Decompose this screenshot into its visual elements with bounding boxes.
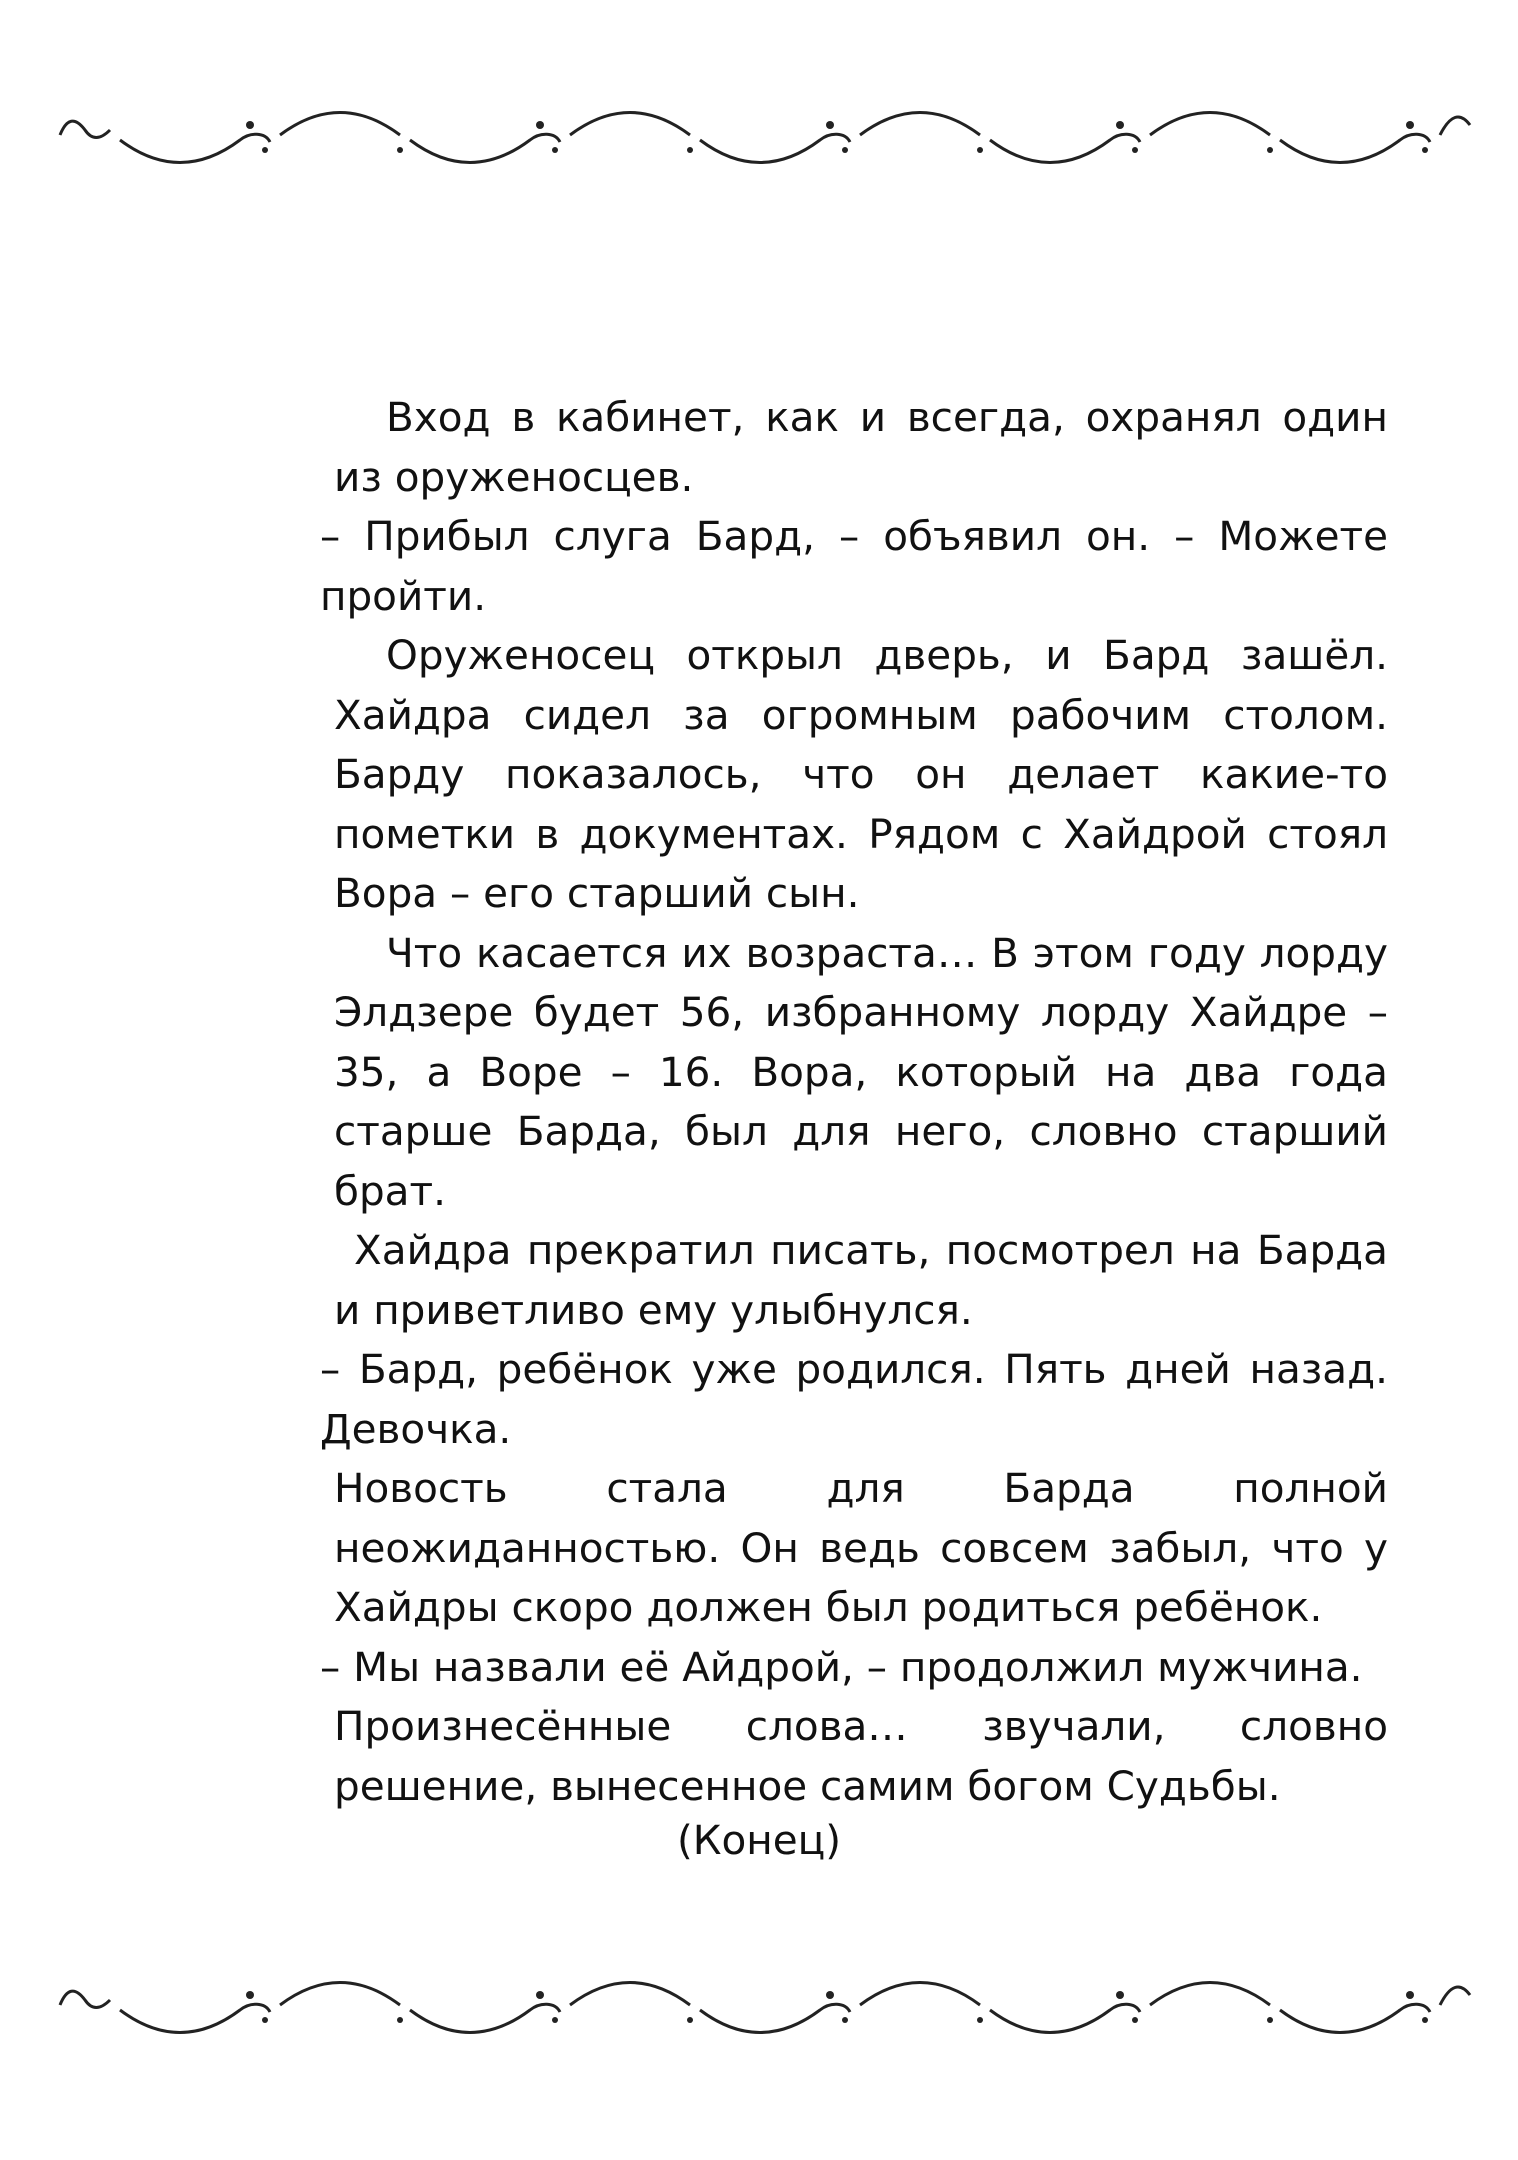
paragraph-news: Новость стала для Барда полной неожиданностью. Он ведь совсем забыл, что у Хайдры скоро должен был родиться ребёнок. (334, 1464, 1388, 1631)
paragraph-name: – Мы назвали её Айдрой, – продолжил мужчина. (320, 1642, 1363, 1691)
paragraph-entrance: Вход в кабинет, как и всегда, охранял один из оруженосцев. (334, 393, 1388, 501)
paragraph-announcement: – Прибыл слуга Бард, – объявил он. – Можете пройти. (320, 512, 1388, 620)
story-text (320, 388, 1388, 1816)
paragraph-office: Оруженосец открыл дверь, и Бард зашёл. Хайдра сидел за огромным рабочим столом. Барду показалось, что он делает какие-то пометки в документах. Рядом с Хайдрой стоял Вора – его старший сын. (334, 631, 1388, 917)
bottom-ornament-border (50, 1965, 1480, 2055)
flourish-icon (50, 95, 1480, 185)
paragraph-fate: Произнесённые слова… звучали, словно решение, вынесенное самим богом Судьбы. (334, 1702, 1388, 1810)
flourish-icon (50, 1965, 1480, 2055)
top-ornament-border (50, 95, 1480, 185)
paragraph-ages: Что касается их возраста… В этом году лорду Элдзере будет 56, избранному лорду Хайдре – 35, а Воре – 16. Вора, который на два года старше Барда, был для него, словно старший брат. (334, 928, 1388, 1215)
paragraph-child-born: – Бард, ребёнок уже родился. Пять дней назад. Девочка. (320, 1345, 1388, 1453)
end-marker: (Конец) (676, 1816, 842, 1864)
paragraph-smile: Хайдра прекратил писать, посмотрел на Барда и приветливо ему улыбнулся. (334, 1226, 1388, 1334)
